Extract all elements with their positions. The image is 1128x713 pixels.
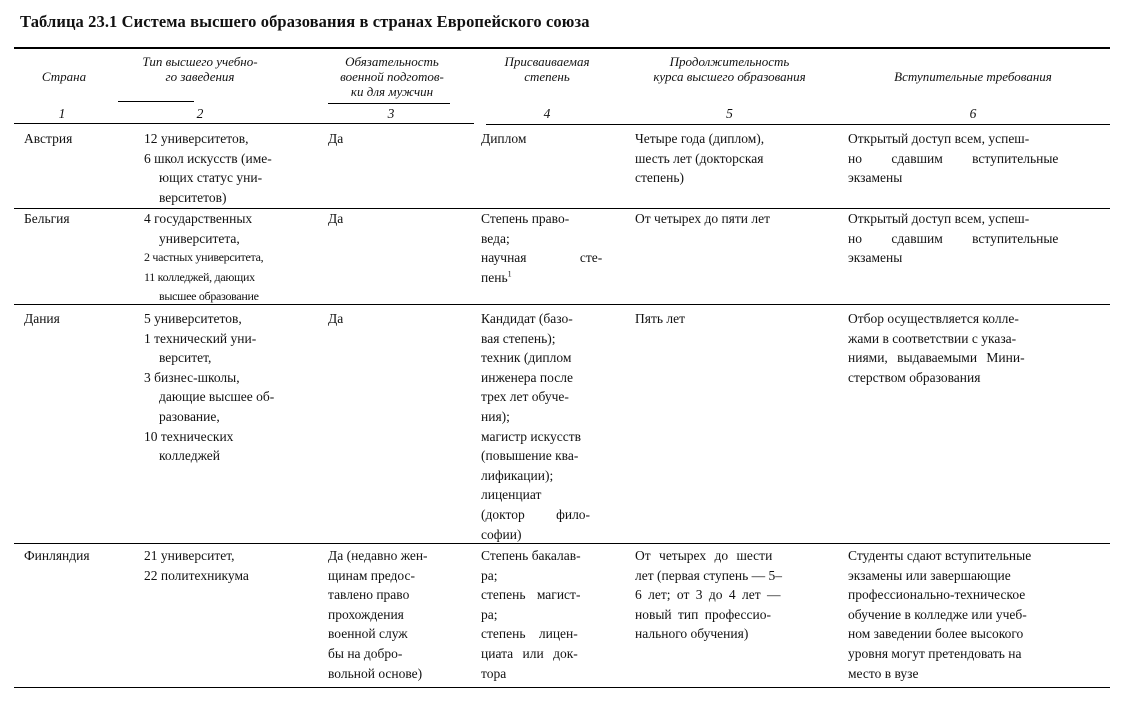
cell-line: Степень право- bbox=[481, 211, 570, 226]
col-num-1: 1 bbox=[58, 106, 66, 121]
row-belgium-type bbox=[144, 209, 263, 307]
cell-line: Пять лет bbox=[635, 311, 686, 326]
cell-line: 1 технический уни- bbox=[144, 330, 257, 346]
cell-line: степень) bbox=[635, 170, 684, 186]
cell-line: Да bbox=[328, 131, 344, 146]
row-austria-requirements bbox=[848, 129, 1058, 188]
header-line: ки для мужчин bbox=[350, 84, 434, 99]
cell-line: экзамены bbox=[848, 250, 903, 266]
row-finland-duration bbox=[635, 546, 782, 644]
cell-line: техник (диплом bbox=[481, 350, 572, 366]
country-name: Финляндия bbox=[24, 548, 90, 563]
header-type bbox=[130, 54, 270, 84]
country-name: Бельгия bbox=[24, 211, 70, 226]
cell-line: Открытый доступ всем, успеш- bbox=[848, 211, 1030, 226]
country-name: Австрия bbox=[24, 131, 73, 146]
cell-line: 3 бизнес-школы, bbox=[144, 369, 240, 385]
cell-line: Открытый доступ всем, успеш- bbox=[848, 131, 1030, 146]
cell-line: вольной основе) bbox=[328, 665, 423, 681]
cell-line: но сдавшим вступительные bbox=[848, 230, 1059, 246]
cell-line: 21 университет, bbox=[144, 548, 235, 563]
cell-line: степень магист- bbox=[481, 587, 581, 603]
top-rule bbox=[14, 47, 1110, 49]
col-num-2: 2 bbox=[196, 106, 204, 121]
header-rule bbox=[328, 103, 450, 104]
row-finland-degree bbox=[481, 546, 581, 683]
cell-line: 4 государственных bbox=[144, 211, 253, 226]
cell-line: обучение в колледже или учеб- bbox=[848, 606, 1027, 622]
cell-line: ном заведении более высокого bbox=[848, 626, 1024, 642]
cell-line: 6 школ искусств (име- bbox=[144, 150, 272, 166]
row-austria-type bbox=[144, 129, 272, 207]
cell-line: Кандидат (базо- bbox=[481, 311, 573, 326]
header-degree bbox=[472, 54, 622, 84]
header-bottom-rule bbox=[14, 123, 474, 124]
cell-line: 22 политехникума bbox=[144, 567, 249, 583]
cell-line: стерством образования bbox=[848, 369, 981, 385]
cell-line: тора bbox=[481, 665, 507, 681]
header-line: го заведения bbox=[165, 69, 235, 84]
header-military bbox=[322, 54, 462, 99]
row-denmark-military bbox=[328, 309, 343, 329]
row-finland-country bbox=[24, 546, 90, 566]
footnote-mark: 1 bbox=[507, 269, 512, 279]
cell-line: верситет, bbox=[159, 350, 212, 366]
cell-line: высшее образование bbox=[159, 289, 259, 304]
row-finland-military bbox=[328, 546, 428, 683]
row-belgium-requirements bbox=[848, 209, 1058, 268]
country-name: Дания bbox=[24, 311, 60, 326]
cell-line: шесть лет (докторская bbox=[635, 150, 764, 166]
cell-line: 6 лет; от 3 до 4 лет — bbox=[635, 587, 781, 603]
cell-line: ющих статус уни- bbox=[159, 170, 263, 186]
col-num-5: 5 bbox=[726, 106, 733, 121]
cell-line: Да bbox=[328, 211, 344, 226]
row-denmark-requirements bbox=[848, 309, 1025, 387]
row-belgium-duration bbox=[635, 209, 770, 229]
cell-line: (повышение ква- bbox=[481, 448, 579, 464]
cell-line: От четырех до пяти лет bbox=[635, 211, 771, 226]
header-line: Присваиваемая bbox=[504, 54, 590, 69]
cell-line: научная сте- bbox=[481, 250, 603, 266]
col-num-6: 6 bbox=[969, 106, 977, 121]
header-line: Тип высшего учебно- bbox=[142, 54, 258, 69]
cell-line: новый тип профессио- bbox=[635, 606, 771, 622]
cell-line: софии) bbox=[481, 526, 522, 542]
header-bottom-rule bbox=[486, 124, 1110, 125]
row-denmark-type bbox=[144, 309, 274, 466]
cell-line: колледжей bbox=[159, 448, 220, 464]
cell-line: разование, bbox=[159, 408, 220, 424]
header-rule bbox=[118, 101, 194, 102]
cell-line: нального обучения) bbox=[635, 626, 749, 642]
row-denmark-duration bbox=[635, 309, 685, 329]
row-finland-type bbox=[144, 546, 249, 585]
cell-line: бы на добро- bbox=[328, 645, 403, 661]
cell-line: вая степень); bbox=[481, 330, 556, 346]
cell-line: Диплом bbox=[481, 131, 527, 146]
cell-line: циата или док- bbox=[481, 645, 578, 661]
cell-line: 2 частных университета, bbox=[144, 250, 264, 265]
cell-line: 12 университетов, bbox=[144, 131, 249, 146]
cell-line: веда; bbox=[481, 230, 510, 246]
row-austria-country bbox=[24, 129, 72, 149]
row-belgium-country bbox=[24, 209, 70, 229]
header-line: Вступительные требования bbox=[894, 69, 1052, 84]
cell-line: профессионально-техническое bbox=[848, 587, 1026, 603]
cell-line: ния); bbox=[481, 408, 510, 424]
row-separator bbox=[14, 543, 1110, 544]
cell-line: уровня могут претендовать на bbox=[848, 645, 1022, 661]
header-line: степень bbox=[524, 69, 570, 84]
cell-line: жами в соответствии с указа- bbox=[848, 330, 1017, 346]
header-line: Обязательность bbox=[345, 54, 439, 69]
header-line: Продолжительность bbox=[669, 54, 790, 69]
col-num-3: 3 bbox=[387, 106, 395, 121]
cell-line: лиценциат bbox=[481, 487, 542, 503]
cell-line: лет (первая ступень — 5– bbox=[635, 567, 783, 583]
table-title: Таблица 23.1 Система высшего образования в странах Европейского союза bbox=[20, 12, 590, 31]
row-separator bbox=[14, 304, 1110, 305]
row-denmark-degree bbox=[481, 309, 590, 544]
cell-line: Да bbox=[328, 311, 344, 326]
cell-line: От четырех до шести bbox=[635, 548, 773, 563]
cell-line: дающие высшее об- bbox=[159, 389, 275, 405]
cell-line: прохождения bbox=[328, 606, 404, 622]
row-austria-degree bbox=[481, 129, 526, 149]
cell-line: Степень бакалав- bbox=[481, 548, 581, 563]
cell-line: магистр искусств bbox=[481, 428, 581, 444]
cell-line: верситетов) bbox=[159, 189, 227, 205]
col-num-4: 4 bbox=[543, 106, 551, 121]
cell-line: 11 колледжей, дающих bbox=[144, 269, 255, 284]
row-belgium-degree bbox=[481, 209, 602, 287]
cell-line: Четыре года (диплом), bbox=[635, 131, 765, 146]
row-austria-duration bbox=[635, 129, 764, 188]
header-requirements bbox=[848, 69, 1098, 84]
cell-line: место в вузе bbox=[848, 665, 919, 681]
row-denmark-country bbox=[24, 309, 60, 329]
cell-line: (доктор фило- bbox=[481, 506, 591, 522]
cell-line: ниями, выдаваемыми Мини- bbox=[848, 350, 1025, 366]
cell-line: 10 технических bbox=[144, 428, 234, 444]
cell-line: ра; bbox=[481, 567, 498, 583]
cell-line: но сдавшим вступительные bbox=[848, 150, 1059, 166]
cell-line: Отбор осуществляется колле- bbox=[848, 311, 1019, 326]
header-duration bbox=[622, 54, 837, 84]
cell-text: пень bbox=[481, 269, 508, 285]
header-line: военной подготов- bbox=[340, 69, 444, 84]
cell-line: 5 университетов, bbox=[144, 311, 242, 326]
cell-line: степень лицен- bbox=[481, 626, 578, 642]
cell-line: трех лет обуче- bbox=[481, 389, 569, 405]
header-line: курса высшего образования bbox=[653, 69, 806, 84]
cell-line: экзамены bbox=[848, 170, 903, 186]
cell-line: лификации); bbox=[481, 467, 554, 483]
bottom-rule bbox=[14, 687, 1110, 688]
header-line: Страна bbox=[41, 69, 87, 84]
cell-line: щинам предос- bbox=[328, 567, 415, 583]
cell-line bbox=[481, 268, 602, 288]
cell-line: тавлено право bbox=[328, 587, 410, 603]
header-country bbox=[14, 69, 114, 84]
cell-line: Да (недавно жен- bbox=[328, 548, 428, 563]
cell-line: Студенты сдают вступительные bbox=[848, 548, 1032, 563]
cell-line: инженера после bbox=[481, 369, 573, 385]
cell-line: ра; bbox=[481, 606, 498, 622]
cell-line: университета, bbox=[159, 230, 240, 246]
row-finland-requirements bbox=[848, 546, 1031, 683]
row-austria-military bbox=[328, 129, 343, 149]
row-belgium-military bbox=[328, 209, 343, 229]
cell-line: экзамены или завершающие bbox=[848, 567, 1011, 583]
cell-line: военной служ bbox=[328, 626, 408, 642]
